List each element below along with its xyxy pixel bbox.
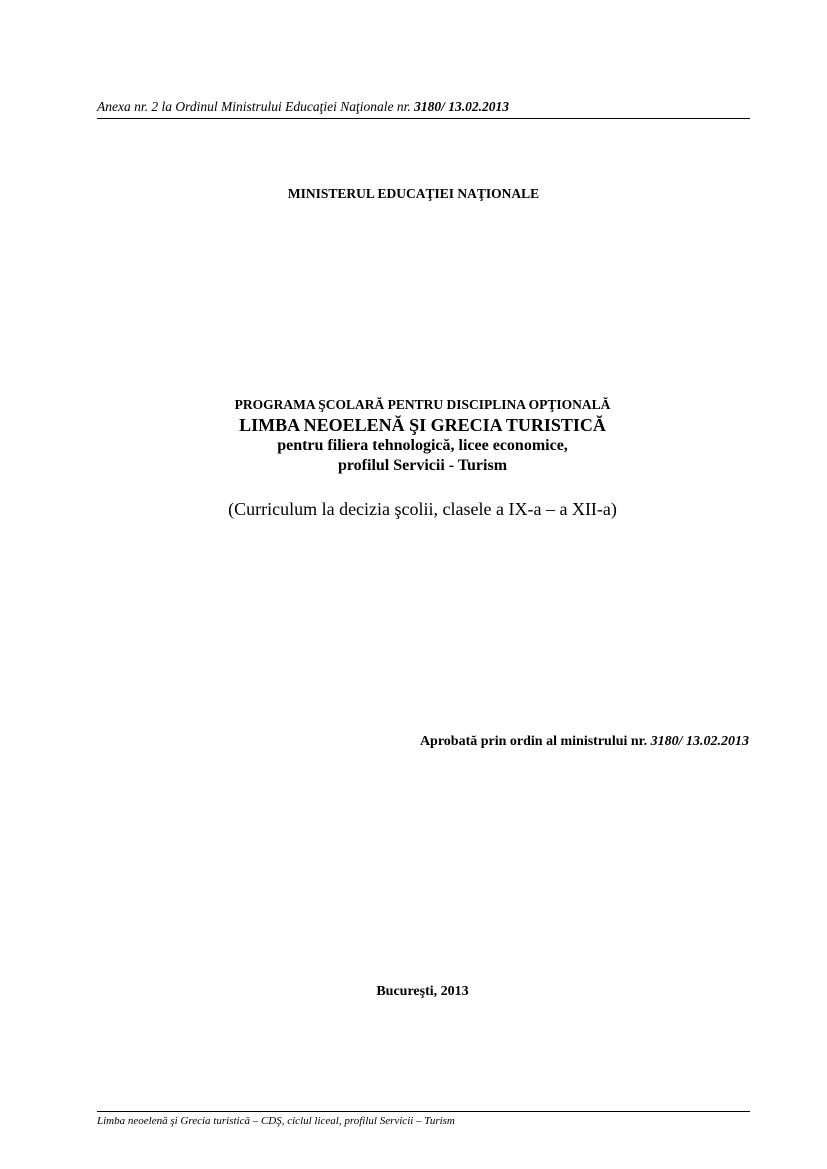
title-line-program: PROGRAMA ŞCOLARĂ PENTRU DISCIPLINA OPŢIONALĂ bbox=[234, 397, 611, 412]
footer-divider bbox=[97, 1111, 750, 1112]
ministry-name: MINISTERUL EDUCAŢIEI NAŢIONALE bbox=[287, 186, 540, 201]
approval-statement bbox=[420, 733, 749, 751]
document-title bbox=[0, 396, 827, 476]
curriculum-note: (Curriculum la decizia şcolii, clasele a IX-a – a XII-a) bbox=[228, 499, 617, 519]
title-line-subject: LIMBA NEOELENĂ ŞI GRECIA TURISTICĂ bbox=[239, 415, 606, 435]
approval-order-number: 3180/ 13.02.2013 bbox=[650, 734, 749, 749]
header-order-number: 3180/ 13.02.2013 bbox=[414, 99, 510, 114]
header-text: Anexa nr. 2 la Ordinul Ministrului Educaţiei Naţionale nr. bbox=[97, 99, 415, 114]
page-footer: Limba neoelenă şi Grecia turistică – CDŞ, ciclul liceal, profilul Servicii – Turism bbox=[97, 1115, 455, 1127]
title-line-profile: profilul Servicii - Turism bbox=[337, 457, 508, 474]
header-divider bbox=[97, 118, 750, 119]
page-header bbox=[97, 98, 750, 116]
place-and-year: Bucureşti, 2013 bbox=[376, 984, 469, 999]
title-line-track: pentru filiera tehnologică, licee economice, bbox=[277, 437, 568, 454]
approval-text: Aprobată prin ordin al ministrului nr. bbox=[419, 734, 651, 749]
